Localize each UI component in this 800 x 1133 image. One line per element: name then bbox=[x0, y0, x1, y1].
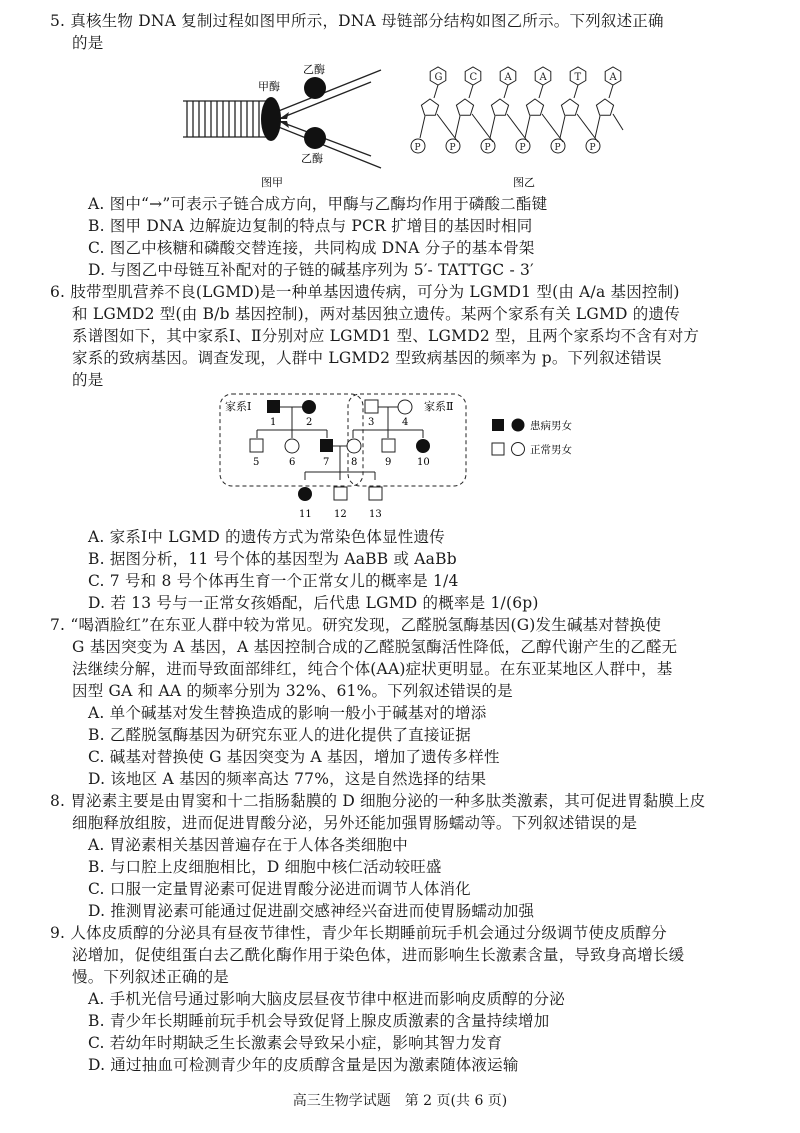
backbone-bond bbox=[542, 114, 563, 142]
q6-option-d: D. 若 13 号与一正常女孩婚配，后代患 LGMD 的概率是 1/(6p) bbox=[88, 594, 539, 612]
individual-11 bbox=[298, 487, 312, 501]
q7-option-b: B. 乙醛脱氢酶基因为研究东亚人的进化提供了直接证据 bbox=[88, 726, 471, 744]
sugar-phosphate-bond bbox=[455, 116, 460, 138]
q5-stem-line2: 的是 bbox=[72, 34, 104, 52]
q5-option-b: B. 图甲 DNA 边解旋边复制的特点与 PCR 扩增目的基因时相同 bbox=[88, 217, 533, 235]
label-8: 8 bbox=[351, 457, 358, 468]
base-letter: C bbox=[469, 72, 478, 83]
label-4: 4 bbox=[402, 417, 409, 428]
sugar-phosphate-bond bbox=[560, 116, 565, 138]
sugar-phosphate-bond bbox=[490, 116, 495, 138]
q9-option-a: A. 手机光信号通过影响大脑皮层昼夜节律中枢进而影响皮质醇的分泌 bbox=[88, 990, 565, 1008]
backbone-bond bbox=[507, 114, 528, 142]
legend-normal-female bbox=[512, 443, 525, 456]
label-11: 11 bbox=[299, 509, 312, 520]
label-6: 6 bbox=[289, 457, 296, 468]
caption-yi: 图乙 bbox=[513, 176, 535, 189]
phosphate-label: P bbox=[414, 143, 421, 153]
phosphate-label: P bbox=[519, 143, 526, 153]
label-5: 5 bbox=[253, 457, 260, 468]
base-letter: A bbox=[539, 72, 547, 83]
q5-option-a: A. 图中“→”可表示子链合成方向，甲酶与乙酶均作用于磷酸二酯键 bbox=[88, 195, 548, 213]
q6-stem-line5: 的是 bbox=[72, 371, 104, 389]
label-7: 7 bbox=[323, 457, 330, 468]
q8-stem-line2: 细胞释放组胺，进而促进胃酸分泌，另外还能加强胃肠蠕动等。下列叙述错误的是 bbox=[72, 814, 638, 832]
base-letter: T bbox=[574, 72, 582, 83]
individual-10 bbox=[416, 439, 430, 453]
base-letter: A bbox=[504, 72, 512, 83]
base-sugar-bond bbox=[609, 85, 613, 98]
legend-normal-male bbox=[492, 443, 504, 455]
sugar-pentagon bbox=[491, 99, 508, 115]
q6-stem-line1: 6. 肢带型肌营养不良(LGMD)是一种单基因遗传病，可分为 LGMD1 型(由 A/a 基因控制) bbox=[50, 283, 680, 301]
q7-option-c: C. 碱基对替换使 G 基因突变为 A 基因，增加了遗传多样性 bbox=[88, 748, 500, 766]
individual-4 bbox=[398, 400, 412, 414]
pedigree-chart bbox=[212, 390, 602, 528]
page-footer: 高三生物学试题 第 2 页(共 6 页) bbox=[292, 1093, 508, 1109]
q9-stem-line2: 泌增加，促使组蛋白去乙酰化酶作用于染色体，进而影响生长激素含量，导致身高增长缓 bbox=[72, 946, 685, 964]
q6-stem-line2: 和 LGMD2 型(由 B/b 基因控制)，两对基因独立遗传。某两个家系有关 LGMD 的遗传 bbox=[72, 305, 680, 323]
label-2: 2 bbox=[306, 417, 313, 428]
individual-12 bbox=[334, 487, 347, 500]
label-10: 10 bbox=[417, 457, 430, 468]
legend-affected-label: 患病男女 bbox=[530, 420, 572, 432]
q9-option-c: C. 若幼年时期缺乏生长激素会导致呆小症，影响其智力发育 bbox=[88, 1034, 503, 1052]
figure-yi-dna-strand bbox=[410, 58, 635, 193]
legend-normal-label: 正常男女 bbox=[530, 444, 572, 456]
label-1: 1 bbox=[270, 417, 277, 428]
label-yi-enzyme-bottom: 乙酶 bbox=[301, 152, 323, 165]
individual-5 bbox=[250, 439, 263, 452]
label-9: 9 bbox=[385, 457, 392, 468]
label-yi-enzyme-top: 乙酶 bbox=[303, 63, 325, 76]
q5-option-d: D. 与图乙中母链互补配对的子链的碱基序列为 5′- TATTGC - 3′ bbox=[88, 261, 534, 279]
label-family1: 家系Ⅰ bbox=[225, 400, 252, 413]
legend-affected-male bbox=[492, 419, 504, 431]
sugar-phosphate-bond bbox=[525, 116, 530, 138]
base-sugar-bond bbox=[574, 85, 578, 98]
sugar-pentagon bbox=[596, 99, 613, 115]
q7-option-a: A. 单个碱基对发生替换造成的影响一般小于碱基对的增添 bbox=[88, 704, 487, 722]
individual-6 bbox=[285, 439, 299, 453]
sugar-pentagon bbox=[421, 99, 438, 115]
individual-2 bbox=[302, 400, 316, 414]
phosphate-label: P bbox=[589, 143, 596, 153]
polymerase-top bbox=[304, 77, 326, 99]
q6-option-c: C. 7 号和 8 号个体再生育一个正常女儿的概率是 1/4 bbox=[88, 572, 459, 590]
q7-stem-line3: 法继续分解，进而导致面部绯红，纯合个体(AA)症状更明显。在东亚某地区人群中，基 bbox=[72, 660, 673, 678]
individual-9 bbox=[382, 439, 395, 452]
phosphate-label: P bbox=[554, 143, 561, 153]
label-12: 12 bbox=[334, 509, 347, 520]
label-13: 13 bbox=[369, 509, 382, 520]
individual-3 bbox=[365, 400, 378, 413]
sugar-phosphate-bond bbox=[420, 116, 425, 138]
q6-stem-line3: 系谱图如下，其中家系Ⅰ、Ⅱ分别对应 LGMD1 型、LGMD2 型，且两个家系均不含有对方 bbox=[72, 327, 700, 345]
sugar-pentagon bbox=[526, 99, 543, 115]
individual-13 bbox=[369, 487, 382, 500]
sugar-pentagon bbox=[456, 99, 473, 115]
q5-stem-line1: 5. 真核生物 DNA 复制过程如图甲所示，DNA 母链部分结构如图乙所示。下列叙述正确 bbox=[50, 12, 664, 30]
phosphate-label: P bbox=[484, 143, 491, 153]
sugar-phosphate-bond bbox=[595, 116, 600, 138]
q7-stem-line4: 因型 GA 和 AA 的频率分别为 32%、61%。下列叙述错误的是 bbox=[72, 682, 513, 700]
individual-8 bbox=[347, 439, 361, 453]
label-3: 3 bbox=[368, 417, 375, 428]
backbone-bond bbox=[472, 114, 493, 142]
base-sugar-bond bbox=[539, 85, 543, 98]
q8-option-c: C. 口服一定量胃泌素可促进胃酸分泌进而调节人体消化 bbox=[88, 880, 471, 898]
base-sugar-bond bbox=[469, 85, 473, 98]
individual-7 bbox=[320, 439, 333, 452]
helicase-ellipse bbox=[261, 97, 281, 141]
q6-option-b: B. 据图分析，11 号个体的基因型为 AaBB 或 AaBb bbox=[88, 550, 457, 568]
caption-jia: 图甲 bbox=[261, 176, 283, 189]
backbone-bond bbox=[437, 114, 458, 142]
base-sugar-bond bbox=[504, 85, 508, 98]
q6-stem-line4: 家系的致病基因。调查发现，人群中 LGMD2 型致病基因的频率为 p。下列叙述错误 bbox=[72, 349, 662, 367]
q9-option-d: D. 通过抽血可检测青少年的皮质醇含量是因为激素随体液运输 bbox=[88, 1056, 519, 1074]
q8-option-a: A. 胃泌素相关基因普遍存在于人体各类细胞中 bbox=[88, 836, 408, 854]
polymerase-bottom bbox=[304, 127, 326, 149]
figure-jia-replication-fork bbox=[175, 58, 385, 193]
q7-stem-line2: G 基因突变为 A 基因，A 基因控制合成的乙醛脱氢酶活性降低，乙醇代谢产生的乙醛无 bbox=[72, 638, 678, 656]
q5-option-c: C. 图乙中核糖和磷酸交替连接，共同构成 DNA 分子的基本骨架 bbox=[88, 239, 535, 257]
backbone-tail bbox=[613, 114, 623, 130]
base-letter: A bbox=[609, 72, 617, 83]
q7-option-d: D. 该地区 A 基因的频率高达 77%，这是自然选择的结果 bbox=[88, 770, 487, 788]
base-sugar-bond bbox=[434, 85, 438, 98]
q9-stem-line3: 慢。下列叙述正确的是 bbox=[72, 968, 230, 986]
legend-affected-female bbox=[512, 419, 525, 432]
individual-1 bbox=[267, 400, 280, 413]
phosphate-label: P bbox=[449, 143, 456, 153]
q9-stem-line1: 9. 人体皮质醇的分泌具有昼夜节律性，青少年长期睡前玩手机会通过分级调节使皮质醇分 bbox=[50, 924, 667, 942]
q8-option-b: B. 与口腔上皮细胞相比，D 细胞中核仁活动较旺盛 bbox=[88, 858, 442, 876]
backbone-bond bbox=[577, 114, 598, 142]
q7-stem-line1: 7. “喝酒脸红”在东亚人群中较为常见。研究发现，乙醛脱氢酶基因(G)发生碱基对替换使 bbox=[50, 616, 662, 634]
q9-option-b: B. 青少年长期睡前玩手机会导致促肾上腺皮质激素的含量持续增加 bbox=[88, 1012, 550, 1030]
label-family2: 家系Ⅱ bbox=[424, 400, 454, 413]
base-letter: G bbox=[434, 72, 443, 83]
q6-option-a: A. 家系Ⅰ中 LGMD 的遗传方式为常染色体显性遗传 bbox=[88, 528, 445, 546]
q8-stem-line1: 8. 胃泌素主要是由胃窦和十二指肠黏膜的 D 细胞分泌的一种多肽类激素，其可促进胃黏膜上皮 bbox=[50, 792, 706, 810]
label-jia-enzyme: 甲酶 bbox=[258, 80, 280, 93]
q8-option-d: D. 推测胃泌素可能通过促进副交感神经兴奋进而使胃肠蠕动加强 bbox=[88, 902, 535, 920]
sugar-pentagon bbox=[561, 99, 578, 115]
